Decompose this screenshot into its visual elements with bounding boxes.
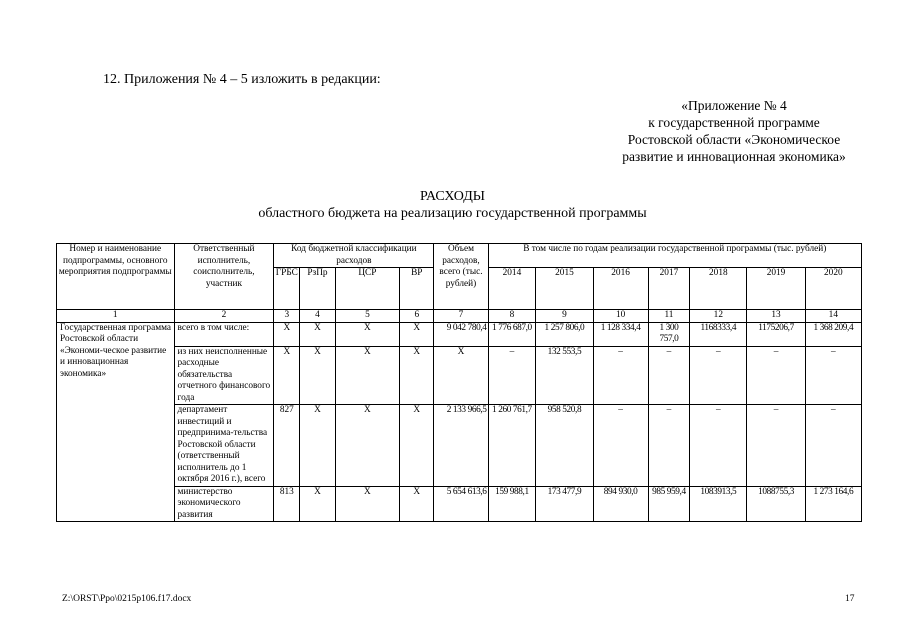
- column-number: 4: [300, 310, 335, 323]
- header-years: В том числе по годам реализации государственной программы (тыс. рублей): [488, 244, 861, 268]
- column-number: 2: [174, 310, 274, 323]
- year-cell: 1 273 164,6: [805, 486, 861, 522]
- header-name: Номер и наименование подпрограммы, основного мероприятия подпрограммы: [57, 244, 175, 310]
- header-grbs: ГРБС: [274, 268, 300, 310]
- column-number: 5: [335, 310, 399, 323]
- column-number: 8: [488, 310, 536, 323]
- year-cell: 132 553,5: [536, 346, 593, 405]
- total-cell: 5 654 613,6: [434, 486, 488, 522]
- appendix-line: «Приложение № 4: [681, 98, 787, 113]
- header-rzpr: РзПр: [300, 268, 335, 310]
- intro-text: 12. Приложения № 4 – 5 изложить в редакции:: [103, 72, 381, 87]
- column-number: 1: [57, 310, 175, 323]
- year-cell: 1 300 757,0: [648, 322, 690, 346]
- csr-cell: Х: [335, 346, 399, 405]
- title-main: РАСХОДЫ: [420, 189, 485, 204]
- table-row: [57, 405, 862, 487]
- year-cell: –: [648, 346, 690, 405]
- table-row: [57, 486, 862, 522]
- header-code: Код бюджетной классификации расходов: [274, 244, 434, 268]
- executor-cell: департамент инвестиций и предпринима-тельства Ростовской области (ответственный исполнитель до 1 октября 2016 г.), всего: [174, 405, 274, 487]
- appendix-line: Ростовской области «Экономическое: [627, 132, 841, 147]
- total-cell: 9 042 780,4: [434, 322, 488, 346]
- year-cell: 173 477,9: [536, 486, 593, 522]
- header-executor: Ответственный исполнитель, соисполнитель, участник: [174, 244, 274, 310]
- year-cell: 1 260 761,7: [488, 405, 536, 487]
- year-cell: 1 368 209,4: [805, 322, 861, 346]
- rzpr-cell: Х: [300, 486, 335, 522]
- title-sub: областного бюджета на реализацию государственной программы: [258, 206, 647, 221]
- appendix-line: к государственной программе: [648, 115, 820, 130]
- footer-file-path: Z:\ORST\Ppo\0215p106.f17.docx: [62, 594, 192, 604]
- header-vr: ВР: [400, 268, 434, 310]
- year-cell: –: [690, 346, 747, 405]
- column-number: 14: [805, 310, 861, 323]
- year-cell: 159 988,1: [488, 486, 536, 522]
- csr-cell: Х: [335, 486, 399, 522]
- column-number: 11: [648, 310, 690, 323]
- header-year: 2017: [648, 268, 690, 310]
- column-number: 3: [274, 310, 300, 323]
- year-cell: –: [648, 405, 690, 487]
- year-cell: 1083913,5: [690, 486, 747, 522]
- year-cell: –: [747, 346, 805, 405]
- year-cell: 894 930,0: [593, 486, 648, 522]
- grbs-cell: Х: [274, 322, 300, 346]
- csr-cell: Х: [335, 405, 399, 487]
- column-number: 7: [434, 310, 488, 323]
- header-year: 2015: [536, 268, 593, 310]
- year-cell: –: [488, 346, 536, 405]
- document-title: [0, 188, 905, 222]
- grbs-cell: 813: [274, 486, 300, 522]
- executor-cell: министерство экономического развития: [174, 486, 274, 522]
- vr-cell: Х: [400, 346, 434, 405]
- table-row: [57, 346, 862, 405]
- total-cell: Х: [434, 346, 488, 405]
- column-number: 6: [400, 310, 434, 323]
- expenses-table: [56, 243, 862, 522]
- year-cell: 1 128 334,4: [593, 322, 648, 346]
- vr-cell: Х: [400, 405, 434, 487]
- vr-cell: Х: [400, 486, 434, 522]
- year-cell: –: [593, 346, 648, 405]
- column-number: 12: [690, 310, 747, 323]
- year-cell: –: [593, 405, 648, 487]
- column-number: 9: [536, 310, 593, 323]
- year-cell: –: [805, 346, 861, 405]
- year-cell: 985 959,4: [648, 486, 690, 522]
- column-number: 13: [747, 310, 805, 323]
- year-cell: –: [690, 405, 747, 487]
- header-year: 2020: [805, 268, 861, 310]
- header-year: 2019: [747, 268, 805, 310]
- page-number: 17: [845, 594, 855, 604]
- year-cell: 1 776 687,0: [488, 322, 536, 346]
- column-number: 10: [593, 310, 648, 323]
- header-volume: Объем расходов, всего (тыс. рублей): [434, 244, 488, 310]
- header-year: 2018: [690, 268, 747, 310]
- year-cell: –: [747, 405, 805, 487]
- year-cell: 1175206,7: [747, 322, 805, 346]
- year-cell: 1088755,3: [747, 486, 805, 522]
- year-cell: 1 257 806,0: [536, 322, 593, 346]
- rzpr-cell: Х: [300, 405, 335, 487]
- year-cell: 1168333,4: [690, 322, 747, 346]
- program-name: Государственная программа Ростовской области «Экономи-ческое развитие и инновационная экономика»: [57, 322, 175, 522]
- executor-cell: всего в том числе:: [174, 322, 274, 346]
- header-year: 2016: [593, 268, 648, 310]
- rzpr-cell: Х: [300, 322, 335, 346]
- grbs-cell: Х: [274, 346, 300, 405]
- table-row: [57, 322, 862, 346]
- appendix-header: [600, 97, 868, 165]
- header-csr: ЦСР: [335, 268, 399, 310]
- csr-cell: Х: [335, 322, 399, 346]
- vr-cell: Х: [400, 322, 434, 346]
- appendix-line: развитие и инновационная экономика»: [622, 149, 846, 164]
- executor-cell: из них неисполненные расходные обязательства отчетного финансового года: [174, 346, 274, 405]
- grbs-cell: 827: [274, 405, 300, 487]
- year-cell: 958 520,8: [536, 405, 593, 487]
- rzpr-cell: Х: [300, 346, 335, 405]
- header-year: 2014: [488, 268, 536, 310]
- total-cell: 2 133 966,5: [434, 405, 488, 487]
- year-cell: –: [805, 405, 861, 487]
